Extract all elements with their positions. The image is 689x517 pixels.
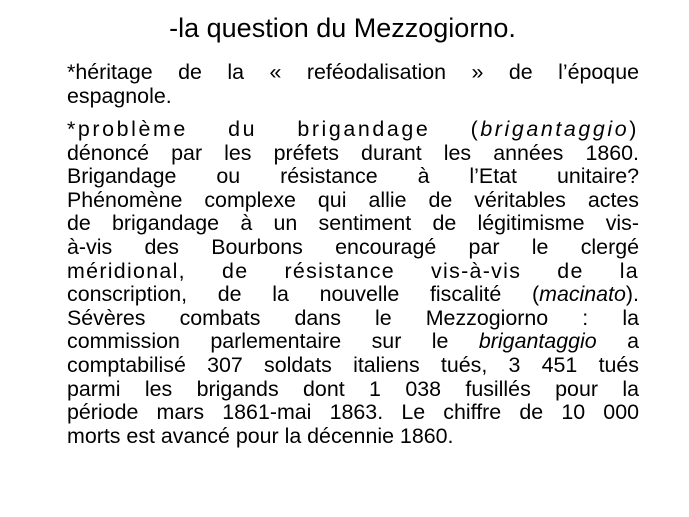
text-run: conscription, de la nouvelle fiscalité ( <box>67 282 540 307</box>
paragraph-line: comptabilisé 307 soldats italiens tués, 3 451 tués <box>67 352 639 377</box>
paragraph-line: période mars 1861-mai 1863. Le chiffre de 10 000 <box>67 400 639 425</box>
paragraph-line: Sévères combats dans le Mezzogiorno : la <box>67 305 639 330</box>
paragraph-line: morts est avancé pour la décennie 1860. <box>67 423 454 448</box>
slide-title-text: -la question du Mezzogiorno. <box>169 13 516 43</box>
paragraph-line: de brigandage à un sentiment de légitimisme vis- <box>67 211 639 236</box>
paragraph-line: *héritage de la « reféodalisation » de l’époque <box>67 60 639 84</box>
text-run: ). <box>625 282 639 307</box>
italic-term: macinato <box>539 282 626 307</box>
paragraph-line <box>67 283 639 307</box>
paragraph-line: dénoncé par les préfets durant les années 1860. <box>67 140 639 165</box>
paragraph-heritage <box>67 61 639 108</box>
paragraph-line: espagnole. <box>67 83 172 108</box>
paragraph-line: Brigandage ou résistance à l’Etat unitaire? <box>67 164 639 189</box>
paragraph-line: parmi les brigands dont 1 038 fusillés pour la <box>67 376 639 401</box>
paragraph-line: à-vis des Bourbons encouragé par le clergé <box>67 234 639 259</box>
italic-term: brigantaggio <box>478 329 597 354</box>
paragraph-line <box>67 330 639 354</box>
paragraph-line <box>67 118 639 142</box>
italic-term: brigantaggio <box>480 117 630 141</box>
paragraph-line: méridional, de résistance vis-à-vis de la <box>67 258 639 283</box>
slide-title <box>0 12 689 44</box>
text-run: commission parlementaire sur le <box>67 329 479 354</box>
text-run: ) <box>629 117 639 141</box>
paragraph-brigandage <box>67 118 639 448</box>
text-run: *problème du brigandage ( <box>67 117 481 141</box>
paragraph-line: Phénomène complexe qui allie de véritables actes <box>67 187 639 212</box>
text-run: a <box>596 329 640 354</box>
